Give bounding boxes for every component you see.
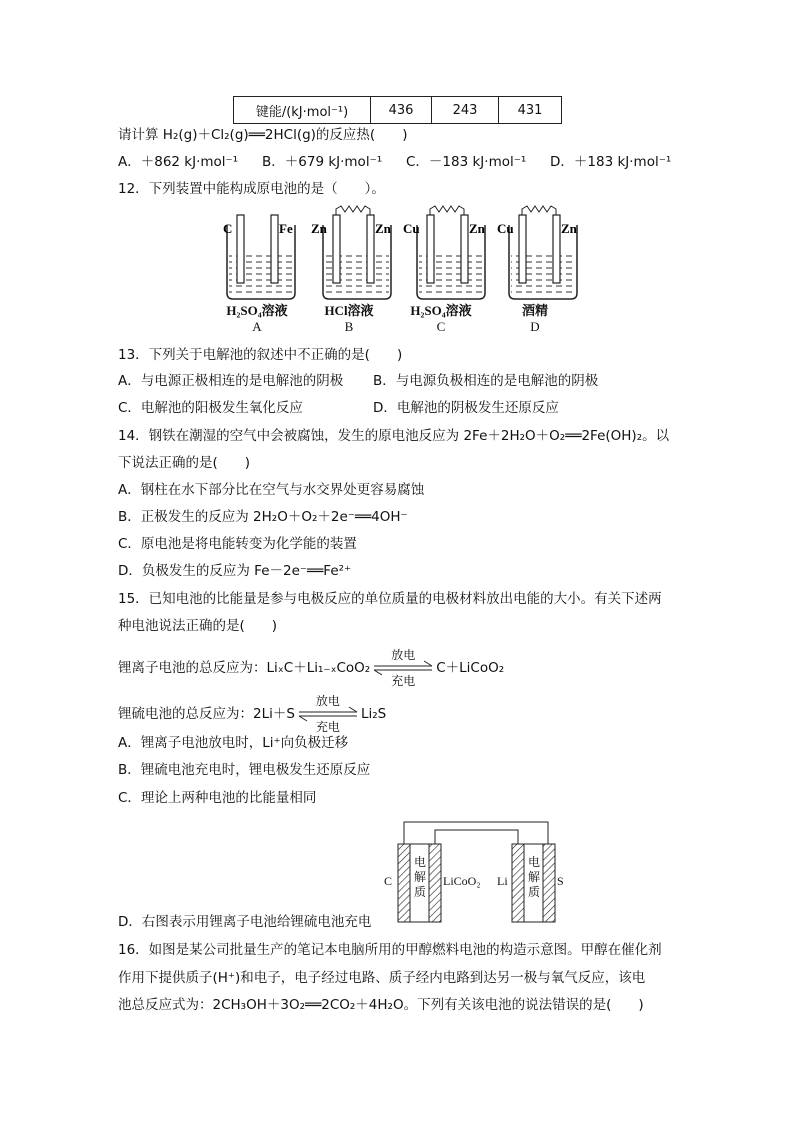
- beaker-d: [497, 206, 578, 299]
- liion-reaction: [118, 648, 505, 688]
- option-d: D．电解池的阴极发生还原反应: [373, 400, 559, 416]
- lis-reaction-right: Li₂S: [360, 706, 387, 722]
- table-cell: 243: [432, 97, 499, 124]
- q14-option-b: B．正极发生的反应为 2H₂O＋O₂＋2e⁻══4OH⁻: [118, 509, 408, 525]
- q13-options-ab: [118, 371, 598, 391]
- option-a: A．＋862 kJ·mol⁻¹: [118, 154, 239, 170]
- q15-option-d: D．右图表示用锂离子电池给锂硫电池充电: [118, 914, 372, 930]
- option-b: B．＋679 kJ·mol⁻¹: [262, 154, 383, 170]
- charge-label: 充电: [315, 720, 340, 734]
- q11-options: [118, 152, 671, 172]
- option-b: B．与电源负极相连的是电解池的阴极: [373, 373, 599, 389]
- liion-reaction-left: 锂离子电池的总反应为：LiₓC＋Li₁₋ₓCoO₂: [118, 660, 371, 676]
- li-ion-electrolyte: 电解质: [413, 855, 426, 899]
- option-c: C．－183 kJ·mol⁻¹: [406, 154, 527, 170]
- reversible-arrow: [297, 694, 359, 734]
- electrode-label: Zn: [375, 221, 391, 236]
- q14-option-c: C．原电池是将电能转变为化学能的装置: [118, 536, 357, 552]
- q15-stem-1: 15．已知电池的比能量是参与电极反应的单位质量的电极材料放出电能的大小。有关下述两: [118, 591, 662, 607]
- discharge-label: 放电: [315, 694, 340, 708]
- beaker-a: [223, 215, 295, 299]
- liion-reaction-right: C＋LiCoO₂: [436, 660, 505, 676]
- beakers-figure: [215, 205, 595, 305]
- li-s-left-electrode: Li: [497, 874, 508, 888]
- q14-option-a: A．钢柱在水下部分比在空气与水交界处更容易腐蚀: [118, 482, 425, 498]
- q11-stem: 请计算 H₂(g)＋Cl₂(g)══2HCl(g)的反应热( ): [118, 127, 408, 143]
- q13-options-cd: [118, 398, 559, 418]
- option-c: C．电解池的阳极发生氧化反应: [118, 400, 303, 416]
- discharge-label: 放电: [391, 648, 416, 662]
- q14-option-d: D．负极发生的反应为 Fe－2e⁻══Fe²⁺: [118, 563, 352, 579]
- beaker-d-letter: D: [530, 319, 540, 334]
- q14-stem-1: 14．钢铁在潮湿的空气中会被腐蚀，发生的原电池反应为 2Fe＋2H₂O＋O₂══2Fe(OH)₂。以: [118, 428, 670, 444]
- beaker-d-solution: 酒精: [521, 303, 548, 318]
- q13-stem: 13．下列关于电解池的叙述中不正确的是( ): [118, 347, 403, 363]
- table-cell: 436: [371, 97, 432, 124]
- table-cell: 431: [499, 97, 562, 124]
- q15-option-c: C．理论上两种电池的比能量相同: [118, 790, 317, 806]
- electrode-label: Fe: [279, 221, 293, 236]
- table-row: [234, 97, 562, 124]
- beaker-c-solution: H₂SO₄溶液: [410, 303, 472, 318]
- electrode-label: Zn: [561, 221, 577, 236]
- lis-reaction: [118, 694, 387, 734]
- li-ion-right-electrode: LiCoO₂: [443, 874, 481, 888]
- li-s-right-electrode: S: [557, 874, 564, 888]
- beaker-b: [311, 206, 392, 299]
- beaker-c: [403, 206, 486, 299]
- bond-energy-table: [233, 96, 562, 124]
- electrode-label: Zn: [469, 221, 485, 236]
- electrode-label: Zn: [311, 221, 327, 236]
- q14-stem-2: 下说法正确的是( ): [118, 455, 251, 471]
- charge-label: 充电: [391, 674, 416, 688]
- battery-figure: [380, 818, 580, 926]
- lis-reaction-left: 锂硫电池的总反应为：2Li＋S: [118, 706, 295, 722]
- q16-line-3: 池总反应式为：2CH₃OH＋3O₂══2CO₂＋4H₂O。下列有关该电池的说法错误的是( ): [118, 997, 644, 1013]
- beaker-a-solution: H₂SO₄溶液: [226, 303, 288, 318]
- electrode-label: C: [223, 221, 233, 236]
- electrode-label: Cu: [403, 221, 420, 236]
- option-a: A．与电源正极相连的是电解池的阴极: [118, 373, 344, 389]
- table-header-cell: 键能/(kJ·mol⁻¹): [234, 97, 371, 124]
- li-ion-left-electrode: C: [384, 874, 393, 888]
- beaker-b-solution: HCl溶液: [324, 303, 374, 318]
- q15-option-a: A．锂离子电池放电时，Li⁺向负极迁移: [118, 735, 349, 751]
- q15-option-b: B．锂硫电池充电时，锂电极发生还原反应: [118, 762, 371, 778]
- beaker-c-letter: C: [436, 319, 446, 334]
- q16-line-1: 16．如图是某公司批量生产的笔记本电脑所用的甲醇燃料电池的构造示意图。甲醇在催化剂: [118, 942, 662, 958]
- option-d: D．＋183 kJ·mol⁻¹: [550, 154, 672, 170]
- reversible-arrow: [372, 648, 434, 688]
- q15-stem-2: 种电池说法正确的是( ): [118, 618, 278, 634]
- q12-stem: 12．下列装置中能构成原电池的是（ ）。: [118, 181, 385, 197]
- q16-line-2: 作用下提供质子(H⁺)和电子，电子经过电路、质子经内电路到达另一极与氧气反应，该电: [118, 970, 646, 986]
- beaker-b-letter: B: [344, 319, 354, 334]
- beaker-a-letter: A: [252, 319, 262, 334]
- electrode-label: Cu: [497, 221, 514, 236]
- li-s-electrolyte: 电解质: [527, 855, 540, 899]
